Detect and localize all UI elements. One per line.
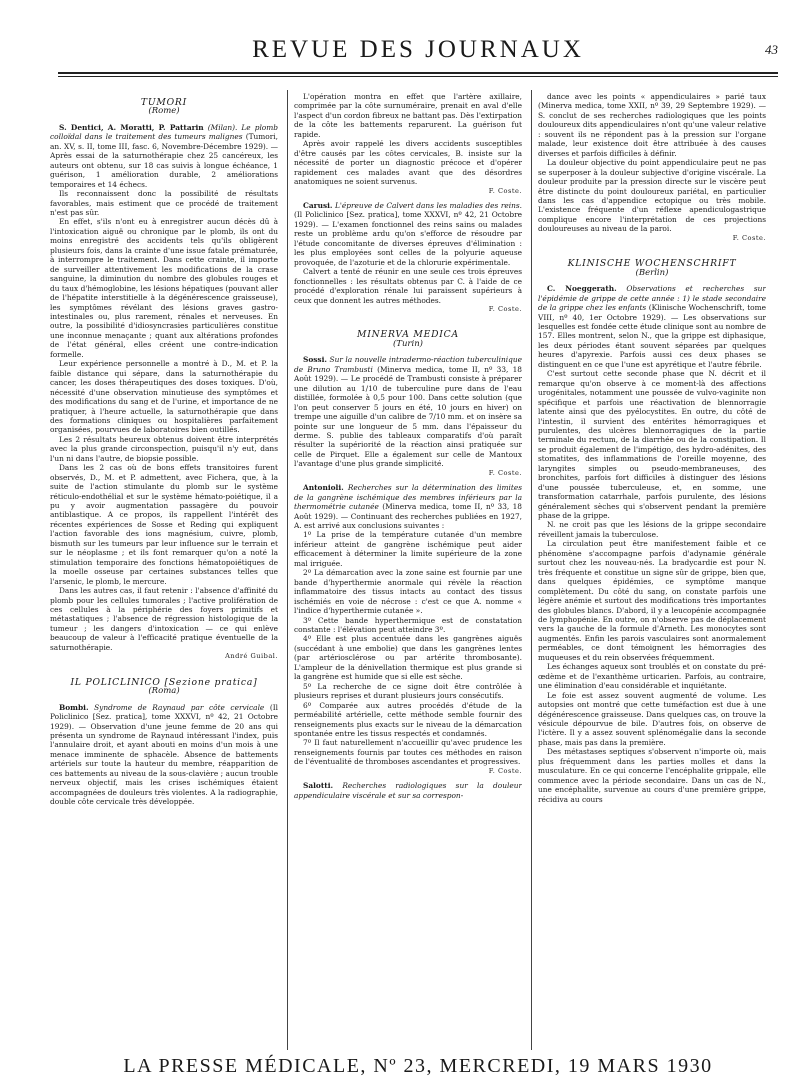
footer-issue-line: LA PRESSE MÉDICALE, Nº 23, MERCREDI, 19 MARS 1930 bbox=[123, 1055, 713, 1077]
article-title: L'épreuve de Calvert dans les maladies des reins. bbox=[334, 200, 522, 210]
paragraph: 4º Elle est plus accentuée dans les gangrènes aiguës (succédant à une embolie) que dans les gangrènes lentes (par artériosclérose ou par artérite thrombosante). L'ampleur de la dénivellation thermique est plus grande si la gangrène est humide que si elle est sèche. bbox=[294, 634, 522, 682]
paragraph: Dans les autres cas, il faut retenir : l'absence d'affinité du plomb pour les cellules tumorales ; l'active prolifération de ces cellules à la périphérie des foyers primitifs et métastatiques ; l'absence de régression histologique de la tumeur ; les dangers d'intoxication — ce qui enlève beaucoup de valeur à l'efficacité pratique éventuelle de la saturnothérapie. bbox=[50, 586, 278, 652]
article-signature: F. Coste. bbox=[488, 186, 522, 195]
column-divider bbox=[287, 90, 288, 1050]
article-abstract bbox=[294, 483, 522, 530]
paragraph: 1º La prise de la température cutanée d'un membre inférieur atteint de gangrène ischémique peut aider efficacement à déterminer la limite supérieure de la zone mal irriguée. bbox=[294, 530, 522, 568]
article-author: Salotti. bbox=[303, 781, 334, 791]
article-signature: F. Coste. bbox=[488, 304, 522, 313]
paragraph: Les 2 résultats heureux obtenus doivent être interprétés avec la plus grande circonspection, puisqu'il n'y eut, dans l'un ni dans l'autre, de biopsie possible. bbox=[50, 434, 278, 463]
article-author: Sossi. bbox=[303, 355, 327, 365]
article-signature: F. Coste. bbox=[488, 468, 522, 477]
header-rule-bottom bbox=[58, 76, 778, 77]
article-author: Antonioli. bbox=[303, 483, 344, 493]
paragraph: Des métastases septiques s'observent n'importe où, mais plus fréquemment dans les parties molles et dans la musculature. En ce qui concerne l'encéphalite grippale, elle commence avec la période secondaire. Dans un cas de N., une encéphalite, survenue au cours d'une première grippe, récidiva au cours bbox=[538, 747, 766, 804]
article-author: Carusi. bbox=[303, 200, 333, 210]
column-right bbox=[538, 92, 766, 804]
column-left bbox=[50, 92, 278, 807]
section-title: KLINISCHE WOCHENSCHRIFT bbox=[567, 258, 737, 270]
paragraph: La circulation peut être manifestement faible et ce phénomène s'accompagne parfois d'adynamie générale surtout chez les nouveau-nés. La bradycardie est pour N. très fréquente et constitue un signe sûr de grippe, bien que, dans quelques épidémies, ce symptôme manque complètement. Du côté du sang, on constate parfois une légère anémie et surtout des modifications très importantes des globules blancs. D'abord, il y a leucopénie accompagnée de lymphopénie. En outre, on n'observe pas de déplacement vers la gauche de la formule d'Arneth. Les monocytes sont augmentés. Enfin les parois vasculaires sont anormalement perméables, ce dont témoignent les hémorragies des muqueuses et du rein observées fréquemment. bbox=[538, 539, 766, 662]
article-text: (Il Policlinico [Sez. pratica], tome XXXVI, nº 42, 21 Octobre 1929). — L'examen fonctionnel des reins sains ou malades reste un problème ardu qu'on s'efforce de résoudre par l'étude concomitante de diverses épreuves d'élimination : les plus employées sont celles de la polyurie aqueuse provoquée, de l'azoturie et de la chlorurie expérimentale. bbox=[294, 210, 522, 267]
header-rule-top bbox=[58, 72, 778, 74]
article-abstract bbox=[50, 703, 278, 807]
page-footer bbox=[58, 1055, 778, 1077]
article-text: (Klinische Wochenschrift, tome VIII, nº 40, 1er Octobre 1929). — Les observations sur lesquelles est fondée cette étude clinique sont au nombre de 157. Elles montrent, selon N., que la grippe est diphasique, les deux périodes étant souvent séparées par quelques heures d'apyrexie. Parfois aussi ces deux phases se distinguent en ce que l'une est apyrétique et l'autre fébrile. bbox=[538, 303, 766, 369]
paragraph: Calvert a tenté de réunir en une seule ces trois épreuves fonctionnelles : les résultats obtenus par C. à l'aide de ce procédé d'exploration rénale lui paraissent supérieurs à ceux que donnent les autres méthodes. bbox=[294, 267, 522, 305]
spacer bbox=[538, 247, 766, 253]
article-title: Sur la nouvelle intradermo-réaction tuberculinique de Bruno Trambusti bbox=[294, 355, 522, 374]
paragraph: N. ne croit pas que les lésions de la grippe secondaire réveillent jamais la tuberculose. bbox=[538, 520, 766, 539]
article-title: Observations et recherches sur l'épidémie de grippe de cette année : 1) le stade secondaire de la grippe chez les enfants bbox=[538, 284, 766, 313]
paragraph: 3º Cette bande hyperthermique est de constatation constante : l'élévation peut atteindre 3º. bbox=[294, 615, 522, 635]
section-city: (Roma) bbox=[148, 686, 180, 697]
article-abstract bbox=[294, 355, 522, 468]
column-middle bbox=[294, 92, 522, 800]
spacer bbox=[50, 666, 278, 672]
column-divider bbox=[531, 90, 532, 1050]
article-abstract bbox=[294, 201, 522, 267]
article-abstract bbox=[294, 781, 522, 800]
article-text: (Il Policlinico [Sez. pratica], tome XXXVI, nº 42, 21 Octobre 1929). — Observation d'une jeune femme de 20 ans qui présenta un syndrome de Raynaud intéressant l'index, puis l'annulaire droit, et ayant abouti en moins d'un mois à une menace imminente de sphacèle. Absence de battements artériels sur toute la hauteur du membre, réapparition de ces battements au niveau de la sous-clavière ; aucun trouble nerveux objectif, mais les crises ischémiques étaient accompagnées de douleurs très violentes. A la radiographie, double côte cervicale très développée. bbox=[50, 702, 278, 807]
article-author: Bombi. bbox=[59, 702, 89, 712]
section-city: (Turin) bbox=[392, 338, 424, 349]
article-abstract bbox=[538, 284, 766, 369]
section-city: (Rome) bbox=[148, 106, 180, 117]
journal-section-title: REVUE DES JOURNAUX bbox=[252, 36, 584, 63]
paragraph: Dans les 2 cas où de bons effets transitoires furent observés, D., M. et P. admettent, avec Fichera, que, à la suite de l'action stimulante du plomb sur le système réticulo-endothélial et sur le système hémato-poiétique, il a pu y avoir augmentation passagère du pouvoir antiblastique. A ce propos, ils rappellent l'intérêt des récentes expériences de Sosse et Reding qui expliquent l'action favorable des ions magnésium, cuivre, plomb, bismuth sur les tumeurs par leur influence sur le terrain et sur le néoplasme ; et ils font remarquer qu'on a noté la stimulation temporaire des fonctions hématopoiétiques de la moelle osseuse par certaines substances telles que l'arsenic, le plomb, le mercure. bbox=[50, 463, 278, 586]
article-title: Syndrome de Raynaud par côte cervicale bbox=[94, 702, 265, 712]
article-signature: F. Coste. bbox=[732, 233, 766, 242]
article-author: C. Noeggerath. bbox=[547, 284, 617, 294]
article-text: (Minerva medica, tome II, nº 33, 18 Août 1929). — Continuant des recherches publiées en 1927, A. est arrivé aux conclusions suivantes : bbox=[294, 502, 522, 531]
paragraph: Leur expérience personnelle a montré à D., M. et P. la faible distance qui sépare, dans la saturnothérapie du cancer, les doses thérapeutiques des doses toxiques. D'où, nécessité d'une observation minutieuse des symptômes et des modifications du sang et de l'urine, et importance de ne pratiquer, à l'heure actuelle, la saturnothérapie que dans des formations cliniques ou hospitalières parfaitement organisées, pourvues de laboratoires bien outillés. bbox=[50, 359, 278, 435]
section-title: MINERVA MEDICA bbox=[357, 329, 459, 341]
paragraph: Ils reconnaissent donc la possibilité de résultats favorables, mais estiment que ce procédé de traitement n'est pas sûr. bbox=[50, 189, 278, 217]
paragraph: En effet, s'ils n'ont eu à enregistrer aucun décès dû à l'intoxication aiguë ou chronique par le plomb, ils ont du moins enregistré des accidents tels qu'ils obligèrent plusieurs fois, dans la crainte d'une issue fatale prématurée, à interrompre le traitement. Dans cette crainte, il importe de surveiller attentivement les modifications de la crase sanguine, la diminution du nombre des globules rouges et du taux d'hémoglobine, les lésions hépatiques (pouvant aller de l'hépatite interstitielle à la dégénérescence graisseuse), les symptômes révélant des lésions graves gastro-intestinales ou, plus rarement, rénales et nerveuses. En outre, la possibilité d'idiosyncrasies particulières constitue une inconnue menaçante ; quant aux altérations profondes de l'état général, elles créent une contre-indication formelle. bbox=[50, 217, 278, 359]
article-title: Recherches sur la détermination des limites de la gangrène ischémique des membres inférieurs par la thermométrie cutanée bbox=[294, 483, 522, 512]
article-title: Recherches radiologiques sur la douleur appendiculaire viscérale et sur sa correspon- bbox=[294, 781, 522, 800]
paragraph: dance avec les points « appendiculaires » parié taux (Minerva medica, tome XXII, nº 39, 29 Septembre 1929). — S. conclut de ses recherches radiologiques que les points douloureux dits appendiculaires n'ont qu'une valeur relative : souvent ils ne répondent pas à la pression sur l'organe malade, leur existence doit être attribuée à des causes diverses et parfois difficiles à définir. bbox=[538, 92, 766, 158]
paragraph: 5º La recherche de ce signe doit être contrôlée à plusieurs reprises et durant plusieurs jours consécutifs. bbox=[294, 681, 522, 701]
section-title: IL POLICLINICO [Sezione pratica] bbox=[70, 676, 258, 688]
article-text: (Minerva medica, tome II, nº 33, 18 Août 1929). — Le procédé de Trambusti consiste à préparer une dilution au 1/10 de tuberculine pure dans de l'eau distillée, formolée à 0,5 pour 100. Dans cette solution (que l'on peut conserver 5 jours en été, 10 jours en hiver) on trempe une aiguille d'un calibre de 7/10 mm. et on insère sa pointe sur une longueur de 5 mm. dans l'épaisseur du derme. S. publie des tableaux comparatifs d'où paraît résulter la supériorité de la réaction ainsi pratiquée sur celle de Pirquet. Elle a également sur celle de Mantoux l'avantage d'une plus grande simplicité. bbox=[294, 364, 522, 469]
page-header bbox=[58, 30, 778, 70]
paragraph: C'est surtout cette seconde phase que N. décrit et il remarque qu'on observe à ce moment-là des affections urogénitales, notamment une poussée de vulvo-vaginite non spécifique et parfois une réactivation de blennorragie latente ainsi que des pyélocystites. En outre, du côté de l'intestin, il survient des entérites hémorragiques et purulentes, des ulcères blennorragiques de la partie terminale du rectum, de la diarrhée ou de la constipation. Il se produit également de l'impétigo, des hydro-adénites, des stomatites, des inflammations de l'oreille moyenne, des laryngites simples ou pseudo-membraneuses, des bronchites, parfois fort difficiles à distinguer des lésions d'une poussée tuberculeuse, et, en somme, une transformation catarrhale, parfois purulente, des lésions généralement sèches qui s'observent pendant la première phase de la grippe. bbox=[538, 369, 766, 521]
article-signature: F. Coste. bbox=[488, 766, 522, 775]
article-abstract bbox=[50, 123, 278, 189]
page-number: 43 bbox=[765, 42, 778, 57]
article-signature: André Guibal. bbox=[225, 652, 278, 661]
article-text: (Tumori, an. XV, s. II, tome III, fasc. 6, Novembre-Décembre 1929). — Après essai de la saturnothérapie chez 25 cancéreux, les auteurs ont obtenu, sur 18 cas suivis à longue échéance, 1 guérison, 1 amélioration durable, 2 améliorations temporaires et 14 échecs. bbox=[50, 132, 278, 189]
paragraph: Le foie est assez souvent augmenté de volume. Les autopsies ont montré que cette tuméfaction est due à une dégénérescence graisseuse. Dans quelques cas, on trouve la vésicule dépourvue de bile. D'autres fois, on observe de l'ictère. Il y a assez souvent splénomégalie dans la seconde phase, mais pas dans la première. bbox=[538, 690, 766, 747]
paragraph: 6º Comparée aux autres procédés d'étude de la perméabilité artérielle, cette méthode semble fournir des renseignements plus exacts sur le niveau de la démarcation spontanée entre les tissus respectés et condamnés. bbox=[294, 700, 522, 738]
spacer bbox=[294, 318, 522, 324]
paragraph: La douleur objective du point appendiculaire peut ne pas se superposer à la douleur subjective d'origine viscérale. La douleur produite par la pression directe sur le viscère peut être distincte du point douloureux pariétal, en particulier dans les cas d'appendice ectopique ou très mobile. L'existence fréquente d'un réflexe apendiculogastrique complique encore l'interprétation de ces projections douloureuses au niveau de la paroi. bbox=[538, 158, 766, 234]
paragraph: L'opération montra en effet que l'artère axillaire, comprimée par la côte surnuméraire, prenait en aval d'elle l'aspect d'un cordon fibreux ne battant pas. Dès l'extirpation de la côte les battements reparurent. La guérison fut rapide. bbox=[294, 92, 522, 139]
paragraph: Les échanges aqueux sont troublés et on constate du pré-œdème et de l'exanthème urticarien. Parfois, au contraire, une élimination d'eau considérable et inquiétante. bbox=[538, 662, 766, 691]
section-city: (Berlin) bbox=[635, 267, 669, 278]
article-title: (Milan). Le plomb colloïdal dans le traitement des tumeurs malignes bbox=[50, 122, 278, 142]
paragraph: 2º La démarcation avec la zone saine est fournie par une bande d'hyperthermie anormale qui révèle la réaction inflammatoire des tissus intacts au contact des tissus ischémiés en voie de nécrose : c'est ce que A. nomme « l'indice d'hyperthermie cutanée ». bbox=[294, 568, 522, 616]
section-title: TUMORI bbox=[140, 97, 188, 108]
paragraph: Après avoir rappelé les divers accidents susceptibles d'être causés par les côtes cervicales, B. insiste sur la nécessité de porter un diagnostic précoce et d'opérer rapidement ces malades avant que des désordres anatomiques ne soient survenus. bbox=[294, 139, 522, 187]
article-author: S. Dentici, A. Moratti, P. Pattarin bbox=[59, 122, 204, 132]
paragraph: 7º Il faut naturellement n'accueillir qu'avec prudence les renseignements fournis par toutes ces méthodes en raison de l'éventualité de thromboses ascendantes et progressives. bbox=[294, 738, 522, 767]
